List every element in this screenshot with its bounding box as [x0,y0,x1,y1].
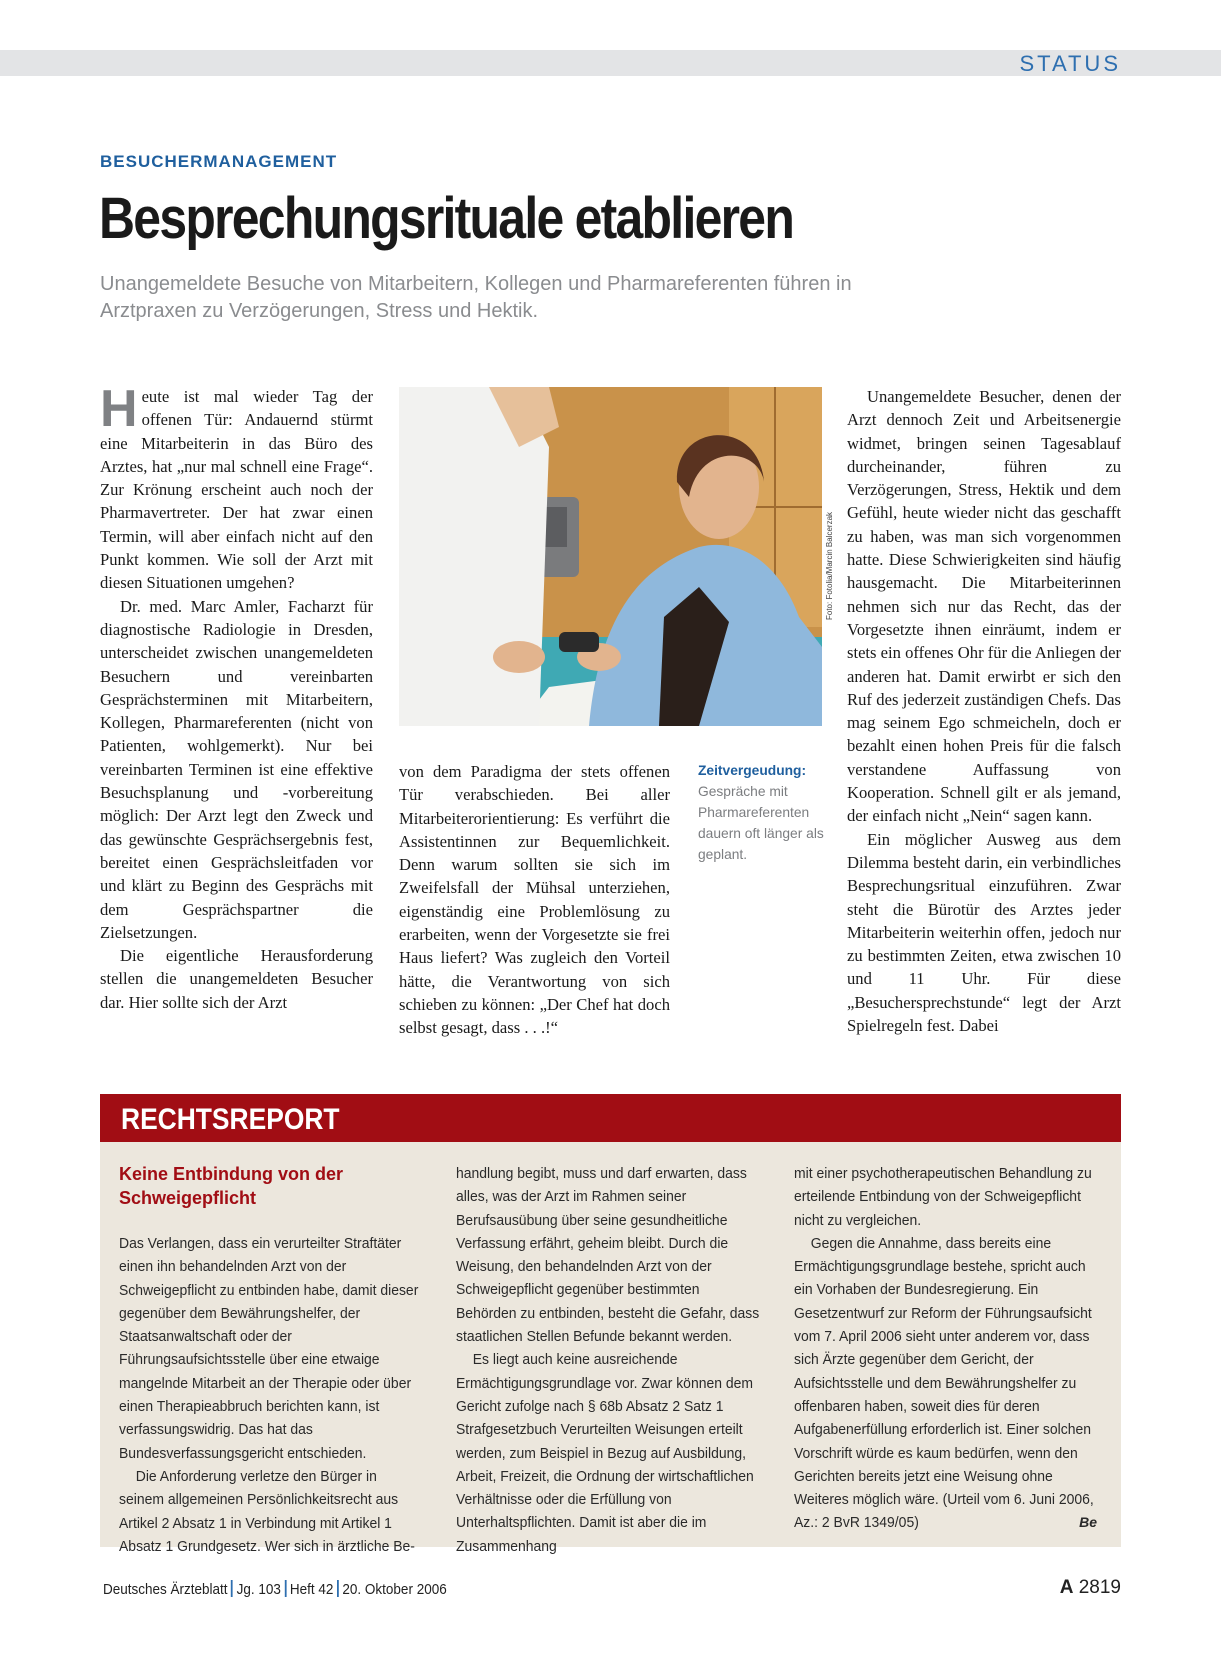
article-headline: Besprechungsrituale etablieren [99,186,794,251]
rechtsreport-paragraph: Die Anforderung verletze den Bürger in seinem allgemeinen Persönlichkeitsrecht aus Artikel 2 Absatz 1 in Verbindung mit Artikel 1 Absatz 1 Grundgesetz. Wer sich in ärztliche Be- [119,1467,415,1555]
caption-title: Zeitvergeudung: [698,763,807,778]
journal-volume: Jg. 103 [236,1581,281,1598]
article-paragraph: Dr. med. Marc Amler, Facharzt für diagnostische Radiologie in Dresden, unterscheidet zwischen unangemeldeten Besuchern und vereinbarten Gesprächsterminen mit Mitarbeitern, Kollegen, Pharmareferenten (nicht von Patienten, wohlgemerkt). Nur bei vereinbarten Terminen ist eine effektive Besuchsplanung und -vorbereitung möglich: Der Arzt legt den Zweck und das gewünschte Gesprächsergebnis fest, bereitet einen Gesprächsleitfaden vor und klärt zu Beginn des Gesprächs mit dem Gesprächspartner die Zielsetzungen. [100,596,373,942]
rechtsreport-box [100,1094,1121,1555]
rechtsreport-paragraph: Gegen die Annahme, dass bereits eine Ermächtigungsgrundlage bestehe, spricht auch ein Vorhaben der Bundesregierung. Ein Gesetzentwurf zur Reform der Führungsaufsicht vom 7. April 2006 sieht unter anderem vor, dass sich Ärzte gegenüber dem Gericht, der Aufsichtsstelle und dem Bewährungshelfer zu offenbaren haben, soweit dies für deren Aufgabenerfüllung erforderlich ist. Einer solchen Vorschrift würde es kaum bedürfen, wenn den Gerichten bereits jetzt eine Weisung ohne Weiteres möglich wäre. (Urteil vom 6. Juni 2006, Az.: 2 BvR 1349/05) [794,1234,1094,1532]
rechtsreport-header [100,1094,1121,1142]
drop-cap: H [100,380,138,438]
page-footer [103,1580,447,1598]
article-column-1 [100,380,373,1014]
article-column-3 [847,385,1121,1037]
article-column-2 [399,760,670,1040]
rechtsreport-paragraph: handlung begibt, muss und darf erwarten, dass alles, was der Arzt im Rahmen seiner Berufsausübung über seine gesundheitliche Verfassung erfährt, geheim bleibt. Durch die Weisung, den behandelnden Arzt von der Schweigepflicht gegenüber bestimmten Behörden zu entbinden, besteht die Gefahr, dass staatlichen Stellen Befunde bekannt werden. [456,1165,760,1346]
page-prefix: A [1059,1577,1074,1598]
article-standfirst: Unangemeldete Besuche von Mitarbeitern, Kollegen und Pharmareferenten führen in Arztpraxen zu Verzögerungen, Stress und Hektik. [100,273,852,322]
footer-separator [337,1580,339,1597]
footer-separator [284,1580,286,1597]
rechtsreport-paragraph: mit einer psychotherapeutischen Behandlung zu erteilende Entbindung von der Schweigepflicht nicht zu vergleichen. [794,1165,1092,1229]
journal-issue: Heft 42 [289,1581,334,1598]
photo-caption [698,760,828,865]
rechtsreport-column-2 [456,1162,763,1558]
article-paragraph: Ein möglicher Ausweg aus dem Dilemma besteht darin, ein verbindliches Besprechungsritual einzuführen. Zwar steht die Bürotür des Arztes jeder Mitarbeiterin weiterhin offen, jedoch nur zu bestimmten Zeiten, etwa zwischen 10 und 11 Uhr. Für diese „Besuchersprechstunde“ legt der Arzt Spielregeln fest. Dabei [847,829,1121,1036]
caption-text: Gespräche mit Pharmareferenten dauern oft länger als geplant. [698,784,824,862]
journal-name: Deutsches Ärzteblatt [103,1581,228,1598]
footer-separator [231,1580,233,1597]
section-label: STATUS [1019,51,1121,76]
article-paragraph: von dem Paradigma der stets offenen Tür verabschieden. Bei aller Mitarbeiterorientierung: Es verführt die Assistentinnen zur Bequemlichkeit. Denn warum sollten sie sich im Zweifelsfall der Mühsal unterziehen, eigenständig eine Problemlösung zu erarbeiten, wenn der Vorgesetzte sie frei Haus liefert? Was zugleich den Vorteil hätte, die Verantwortung von sich schieben zu können: „Der Chef hat doch selbst gesagt, dass . . .!“ [399,762,670,1038]
article-kicker: BESUCHERMANAGEMENT [100,152,338,171]
rechtsreport-column-1 [119,1232,418,1558]
article-photo [399,387,822,726]
rechtsreport-paragraph: Es liegt auch keine ausreichende Ermächtigungsgrundlage vor. Zwar können dem Gericht zufolge nach § 68b Absatz 2 Satz 1 Strafgesetzbuch Verurteilten Weisungen erteilt werden, zum Beispiel in Bezug auf Ausbildung, Arbeit, Freizeit, die Ordnung der wirtschaftlichen Verhältnisse oder die Erfüllung von Unterhaltspflichten. Damit ist aber die im Zusammenhang [456,1351,754,1555]
article-paragraph: Heute ist mal wieder Tag der offenen Tür: Andauernd stürmt eine Mitarbeiterin in das Büro des Arztes, hat „nur mal schnell eine Frage“. Zur Krönung erscheint auch noch der Pharmavertreter. Der hat zwar einen Termin, will aber einfach nicht auf den Punkt kommen. Wie soll der Arzt mit diesen Situationen umgehen? [100,380,373,593]
article-paragraph: Die eigentliche Herausforderung stellen die unangemeldeten Besucher dar. Hier sollte sich der Arzt [100,946,373,1012]
rechtsreport-subhead: Keine Entbindung von der Schweigepflicht [119,1164,343,1208]
rechtsreport-column-3 [794,1162,1098,1535]
author-signature: Be [1079,1514,1097,1530]
photo-illustration [399,387,822,726]
section-bar [0,50,1221,76]
article-paragraph: Unangemeldete Besucher, denen der Arzt dennoch Zeit und Arbeitsenergie widmet, bringen seinen Tagesablauf durcheinander, führen zu Verzögerungen, Stress, Hektik und dem Gefühl, heute wieder nicht das geschafft zu haben, was man sich vorgenommen hatte. Diese Schwierigkeiten sind häufig hausgemacht. Die Mitarbeiterinnen nehmen sich nur das Recht, das der Vorgesetzte ihnen einräumt, indem er stets ein offenes Ohr für die Anliegen der anderen hat. Damit erwirbt er sich den Ruf des jederzeit zuständigen Chefs. Das mag seinem Ego schmeicheln, doch er bezahlt einen hohen Preis für die falsch verstandene Auffassung von Kooperation. Schnell gilt er als jemand, der einfach nicht „Nein“ sagen kann. [847,387,1121,826]
photo-credit: Foto: Fotolia/Marcin Balcerzak [825,511,834,620]
journal-date: 20. Oktober 2006 [342,1581,447,1598]
rechtsreport-paragraph: Das Verlangen, dass ein verurteilter Straftäter einen ihn behandelnden Arzt von der Schweigepflicht zu entbinden habe, damit dieser gegenüber dem Bewährungshelfer, der Staatsanwaltschaft oder der Führungsaufsichtsstelle über eine etwaige mangelnde Mitarbeit an der Therapie oder über einen Therapieabbruch berichten kann, ist verfassungswidrig. Das hat das Bundesverfassungsgericht entschieden. [119,1235,419,1462]
page-number [1060,1577,1121,1599]
page-number-value: 2819 [1078,1577,1121,1598]
rechtsreport-title: RECHTSREPORT [121,1103,340,1136]
